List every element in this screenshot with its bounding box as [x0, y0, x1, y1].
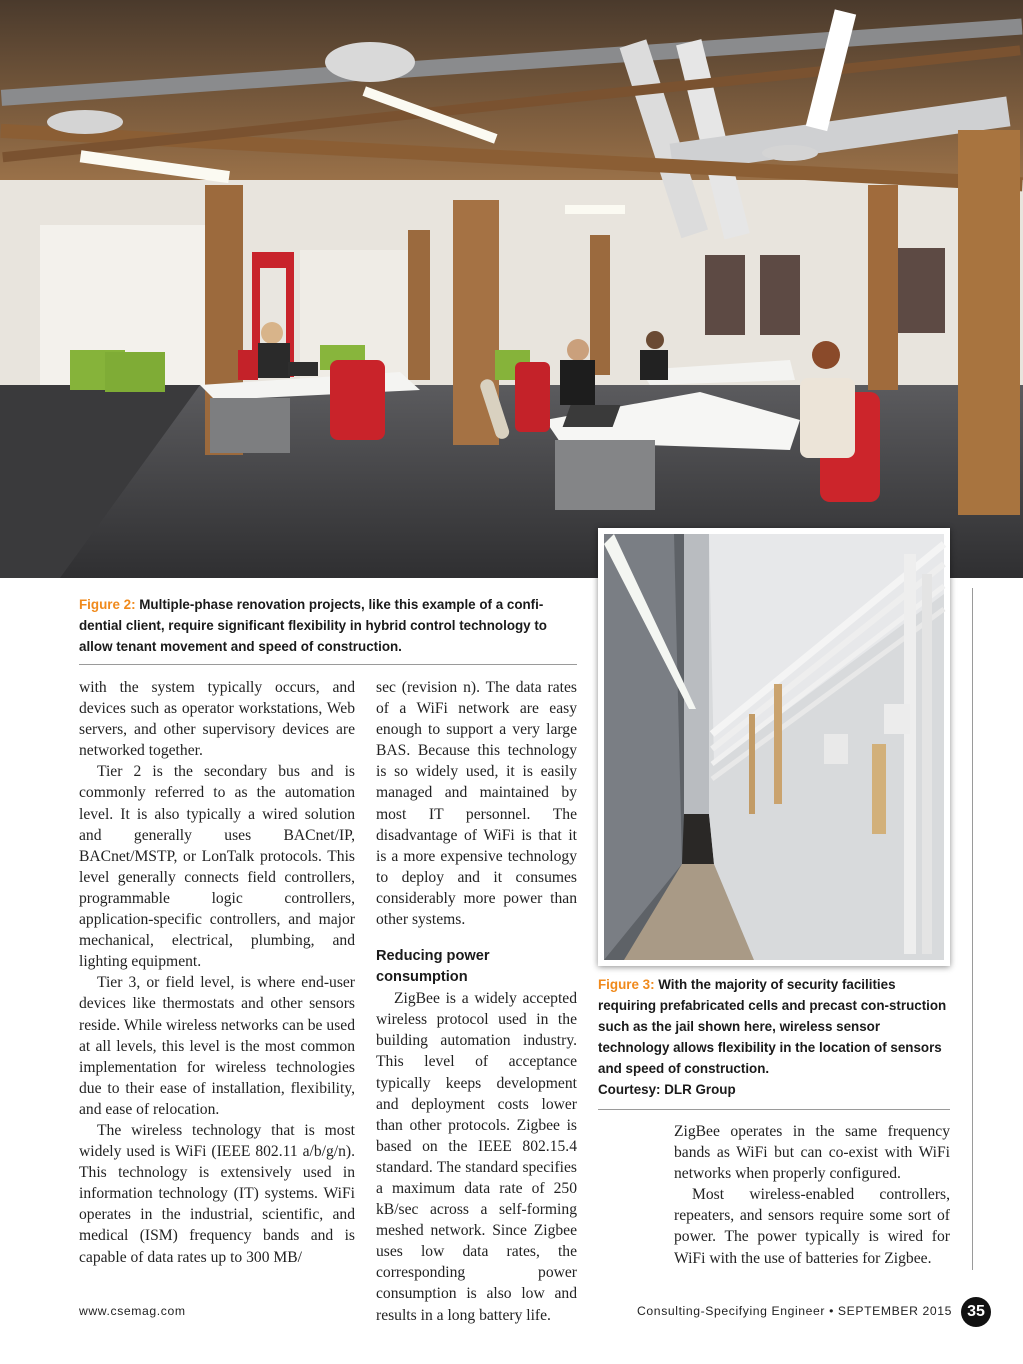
section-heading-line-1: Reducing power	[376, 948, 490, 965]
column-3	[674, 1121, 950, 1269]
figure-3-rule	[598, 1109, 950, 1110]
footer-magazine: Consulting-Specifying Engineer • SEPTEMBER 2015	[637, 1304, 952, 1318]
jail-corridor-photo	[598, 528, 950, 966]
col3-paragraph-1: ZigBee operates in the same frequency bands as WiFi but can co-exist with WiFi networks when properly configured.	[674, 1123, 950, 1183]
figure-3-label: Figure 3:	[598, 977, 655, 992]
column-1	[79, 677, 355, 1268]
page-edge-rule	[972, 588, 973, 1270]
col1-paragraph-4: The wireless technology that is most widely used is WiFi (IEEE 802.11 a/b/g/n). This technology is extensively used in information technology (IT) systems. WiFi operates in the industrial, scientific, and medical (ISM) frequency bands and is capable of data rates up to 300 MB/	[79, 1121, 355, 1266]
office-photo-illustration	[0, 0, 1023, 578]
column-2	[376, 677, 577, 1326]
page-number-badge: 35	[961, 1297, 991, 1327]
figure-2-caption-text: Multiple-phase renovation projects, like this example of a confi-dential client, require significant flexibility in hybrid control technology to allow tenant movement and speed of construction.	[79, 597, 547, 654]
col2-paragraph-2: ZigBee is a widely accepted wireless protocol used in the building automation industry. This level of acceptance typically keeps development and deployment costs lower than other protocols. Zigbee is based on the IEEE 802.15.4 standard. The standard specifies a maximum data rate of 250 kB/sec across a self-forming meshed network. Since Zigbee uses low data rates, the corresponding power consumption is also low and results in a long battery life.	[376, 990, 577, 1324]
col1-paragraph-1: with the system typically occurs, and devices such as operator workstations, Web servers, and other supervisory devices are networked together.	[79, 679, 355, 760]
figure-2-rule	[79, 664, 577, 665]
col3-paragraph-2: Most wireless-enabled controllers, repeaters, and sensors require some sort of power. The power typically is wired for WiFi with the use of batteries for Zigbee.	[674, 1186, 950, 1267]
office-photo	[0, 0, 1023, 578]
col1-paragraph-3: Tier 3, or field level, is where end-user devices like thermostats and other sensors reside. While wireless networks can be used at all levels, this level is the most common implementation for wireless technologies due to their ease of installation, flexibility, and ease of relocation.	[79, 974, 355, 1118]
figure-3-caption	[598, 974, 954, 1100]
figure-2-caption	[79, 594, 579, 657]
jail-corridor-illustration	[598, 528, 950, 966]
figure-3-courtesy: Courtesy: DLR Group	[598, 1082, 736, 1097]
section-heading-line-2: consumption	[376, 969, 468, 986]
section-heading	[376, 946, 577, 988]
col1-paragraph-2: Tier 2 is the secondary bus and is commonly referred to as the automation level. It is also typically a wired solution and generally uses BACnet/IP, BACnet/MSTP, or LonTalk protocols. This level generally connects field controllers, programmable logic controllers, application-specific controllers, and major mechanical, electrical, plumbing, and lighting equipment.	[79, 763, 355, 971]
footer-url[interactable]: www.csemag.com	[79, 1304, 186, 1318]
figure-3-caption-text: With the majority of security facilities requiring prefabricated cells and precast con-struction such as the jail shown here, wireless sensor technology allows flexibility in the location of sensors and speed of construction.	[598, 977, 947, 1076]
col2-paragraph-1: sec (revision n). The data rates of a WiFi network are easy enough to support a very large BAS. Because this technology is so widely used, it is easily managed and maintained by most IT personnel. The disadvantage of WiFi is that it is a more expensive technology to deploy and it consumes considerably more power than other systems.	[376, 679, 577, 929]
figure-2-label: Figure 2:	[79, 597, 136, 612]
